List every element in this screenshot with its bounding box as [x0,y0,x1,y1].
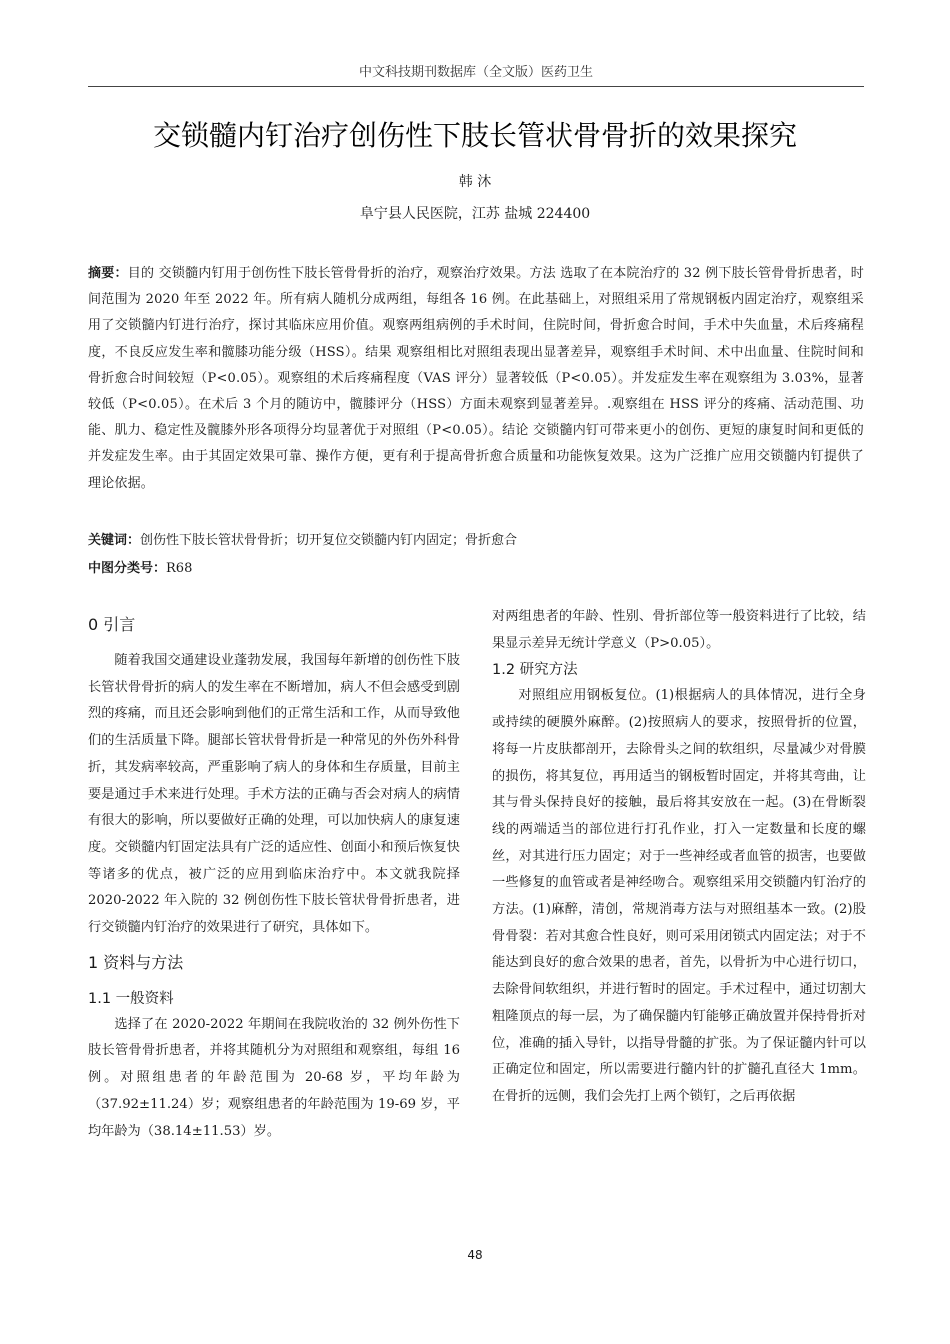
section-heading-introduction: 0 引言 [88,615,136,634]
author: 韩 沐 [458,174,492,190]
right-column [492,604,866,1111]
paragraph: 选择了在 2020-2022 年期间在我院收治的 32 例外伤性下肢长管骨骨折患者，并将其随机分为对照组和观察组，每组 16 例。对照组患者的年龄范围为 20-68 岁，平均年龄为（37.92±11.24）岁；观察组患者的年龄范围为 19-69 岁，平均年龄为（38.14±11.53）岁。 [88,1016,460,1139]
page-number: 48 [467,1248,483,1262]
subsection-heading-general-data: 1.1 一般资料 [88,990,174,1007]
keywords-text: 创伤性下肢长管状骨骨折；切开复位交锁髓内钉内固定；骨折愈合 [140,533,518,548]
affiliation: 阜宁县人民医院，江苏 盐城 224400 [359,206,591,222]
clc-label: 中图分类号： [88,561,167,576]
clc-text: R68 [166,561,193,576]
paragraph: 随着我国交通建设业蓬勃发展，我国每年新增的创伤性下肢长管状骨骨折的病人的发生率在不断增加，病人不但会感受到剧烈的疼痛，而且还会影响到他们的正常生活和工作，从而导致他们的生活质量下降。腿部长管状骨骨折是一种常见的外伤外科骨折，其发病率较高，严重影响了病人的身体和生存质量，目前主要是通过手术来进行处理。手术方法的正确与否会对病人的病情有很大的影响，所以要做好正确的处理，可以加快病人的康复速度。交锁髓内钉固定法具有广泛的适应性、创面小和预后恢复快等诸多的优点，被广泛的应用到临床治疗中。本文就我院择 2020-2022 年入院的 32 例创伤性下肢长管状骨骨折患者，进行交锁髓内钉治疗的效果进行了研究，具体如下。 [88,653,460,936]
subsection-heading-research-methods: 1.2 研究方法 [492,662,578,679]
journal-header: 中文科技期刊数据库（全文版）医药卫生 [88,62,864,87]
classification-number [88,558,864,580]
keywords-label: 关键词： [88,533,141,548]
abstract-label: 摘要： [88,266,128,281]
left-column [88,604,460,1145]
paragraph: 对照组应用钢板复位。(1)根据病人的具体情况，进行全身或持续的硬膜外麻醉。(2)按照病人的要求，按照骨折的位置，将每一片皮肤都剖开，去除骨头之间的软组织，尽量减少对骨膜的损伤，将其复位，再用适当的钢板暂时固定，并将其弯曲，让其与骨头保持良好的接触，最后将其安放在一起。(3)在骨断裂线的两端适当的部位进行打孔作业，打入一定数量和长度的螺丝，对其进行压力固定；对于一些神经或者血管的损害，也要做一些修复的血管或者是神经吻合。观察组采用交锁髓内钉治疗的方法。(1)麻醉，清创，常规消毒方法与对照组基本一致。(2)股骨骨裂：若对其愈合性良好，则可采用闭锁式内固定法；对于不能达到良好的愈合效果的患者，首先，以骨折为中心进行切口，去除骨间软组织，并进行暂时的固定。手术过程中，通过切割大粗隆顶点的每一层，为了确保髓内钉能够正确放置并保持骨折对位，准确的插入导针，以指导骨髓的扩张。为了保证髓内针可以正确定位和固定，所以需要进行髓内针的扩髓孔直径大 1mm。在骨折的远侧，我们会先打上两个锁钉，之后再依据 [492,688,866,1104]
abstract-text: 目的 交锁髓内钉用于创伤性下肢长管骨骨折的治疗，观察治疗效果。方法 选取了在本院治疗的 32 例下肢长管骨骨折患者，时间范围为 2020 年至 2022 年。所有病人随机分成两组，每组各 16 例。在此基础上，对照组采用了常规钢板内固定治疗，观察组采用了交锁髓内钉进行治疗，探讨其临床应用价值。观察两组病例的手术时间，住院时间，骨折愈合时间，手术中失血量，术后疼痛程度，不良反应发生率和髋膝功能分级（HSS）。结果 观察组相比对照组表现出显著差异，观察组手术时间、术中出血量、住院时间和骨折愈合时间较短（P<0.05）。观察组的术后疼痛程度（VAS 评分）显著较低（P<0.05）。并发症发生率在观察组为 3.03%，显著较低（P<0.05）。在术后 3 个月的随访中，髋膝评分（HSS）方面未观察到显著差异。.观察组在 HSS 评分的疼痛、活动范围、功能、肌力、稳定性及髋膝外形各项得分均显著优于对照组（P<0.05）。结论 交锁髓内钉可带来更小的创伤、更短的康复时间和更低的并发症发生率。由于其固定效果可靠、操作方便，更有利于提高骨折愈合质量和功能恢复效果。这为广泛推广应用交锁髓内钉提供了理论依据。 [88,266,864,491]
section-heading-materials-methods: 1 资料与方法 [88,952,184,972]
abstract [88,261,864,497]
page-title: 交锁髓内钉治疗创伤性下肢长管状骨骨折的效果探究 [152,119,797,152]
paragraph: 对两组患者的年龄、性别、骨折部位等一般资料进行了比较，结果显示差异无统计学意义（P>0.05）。 [492,609,866,651]
keywords [88,530,864,552]
